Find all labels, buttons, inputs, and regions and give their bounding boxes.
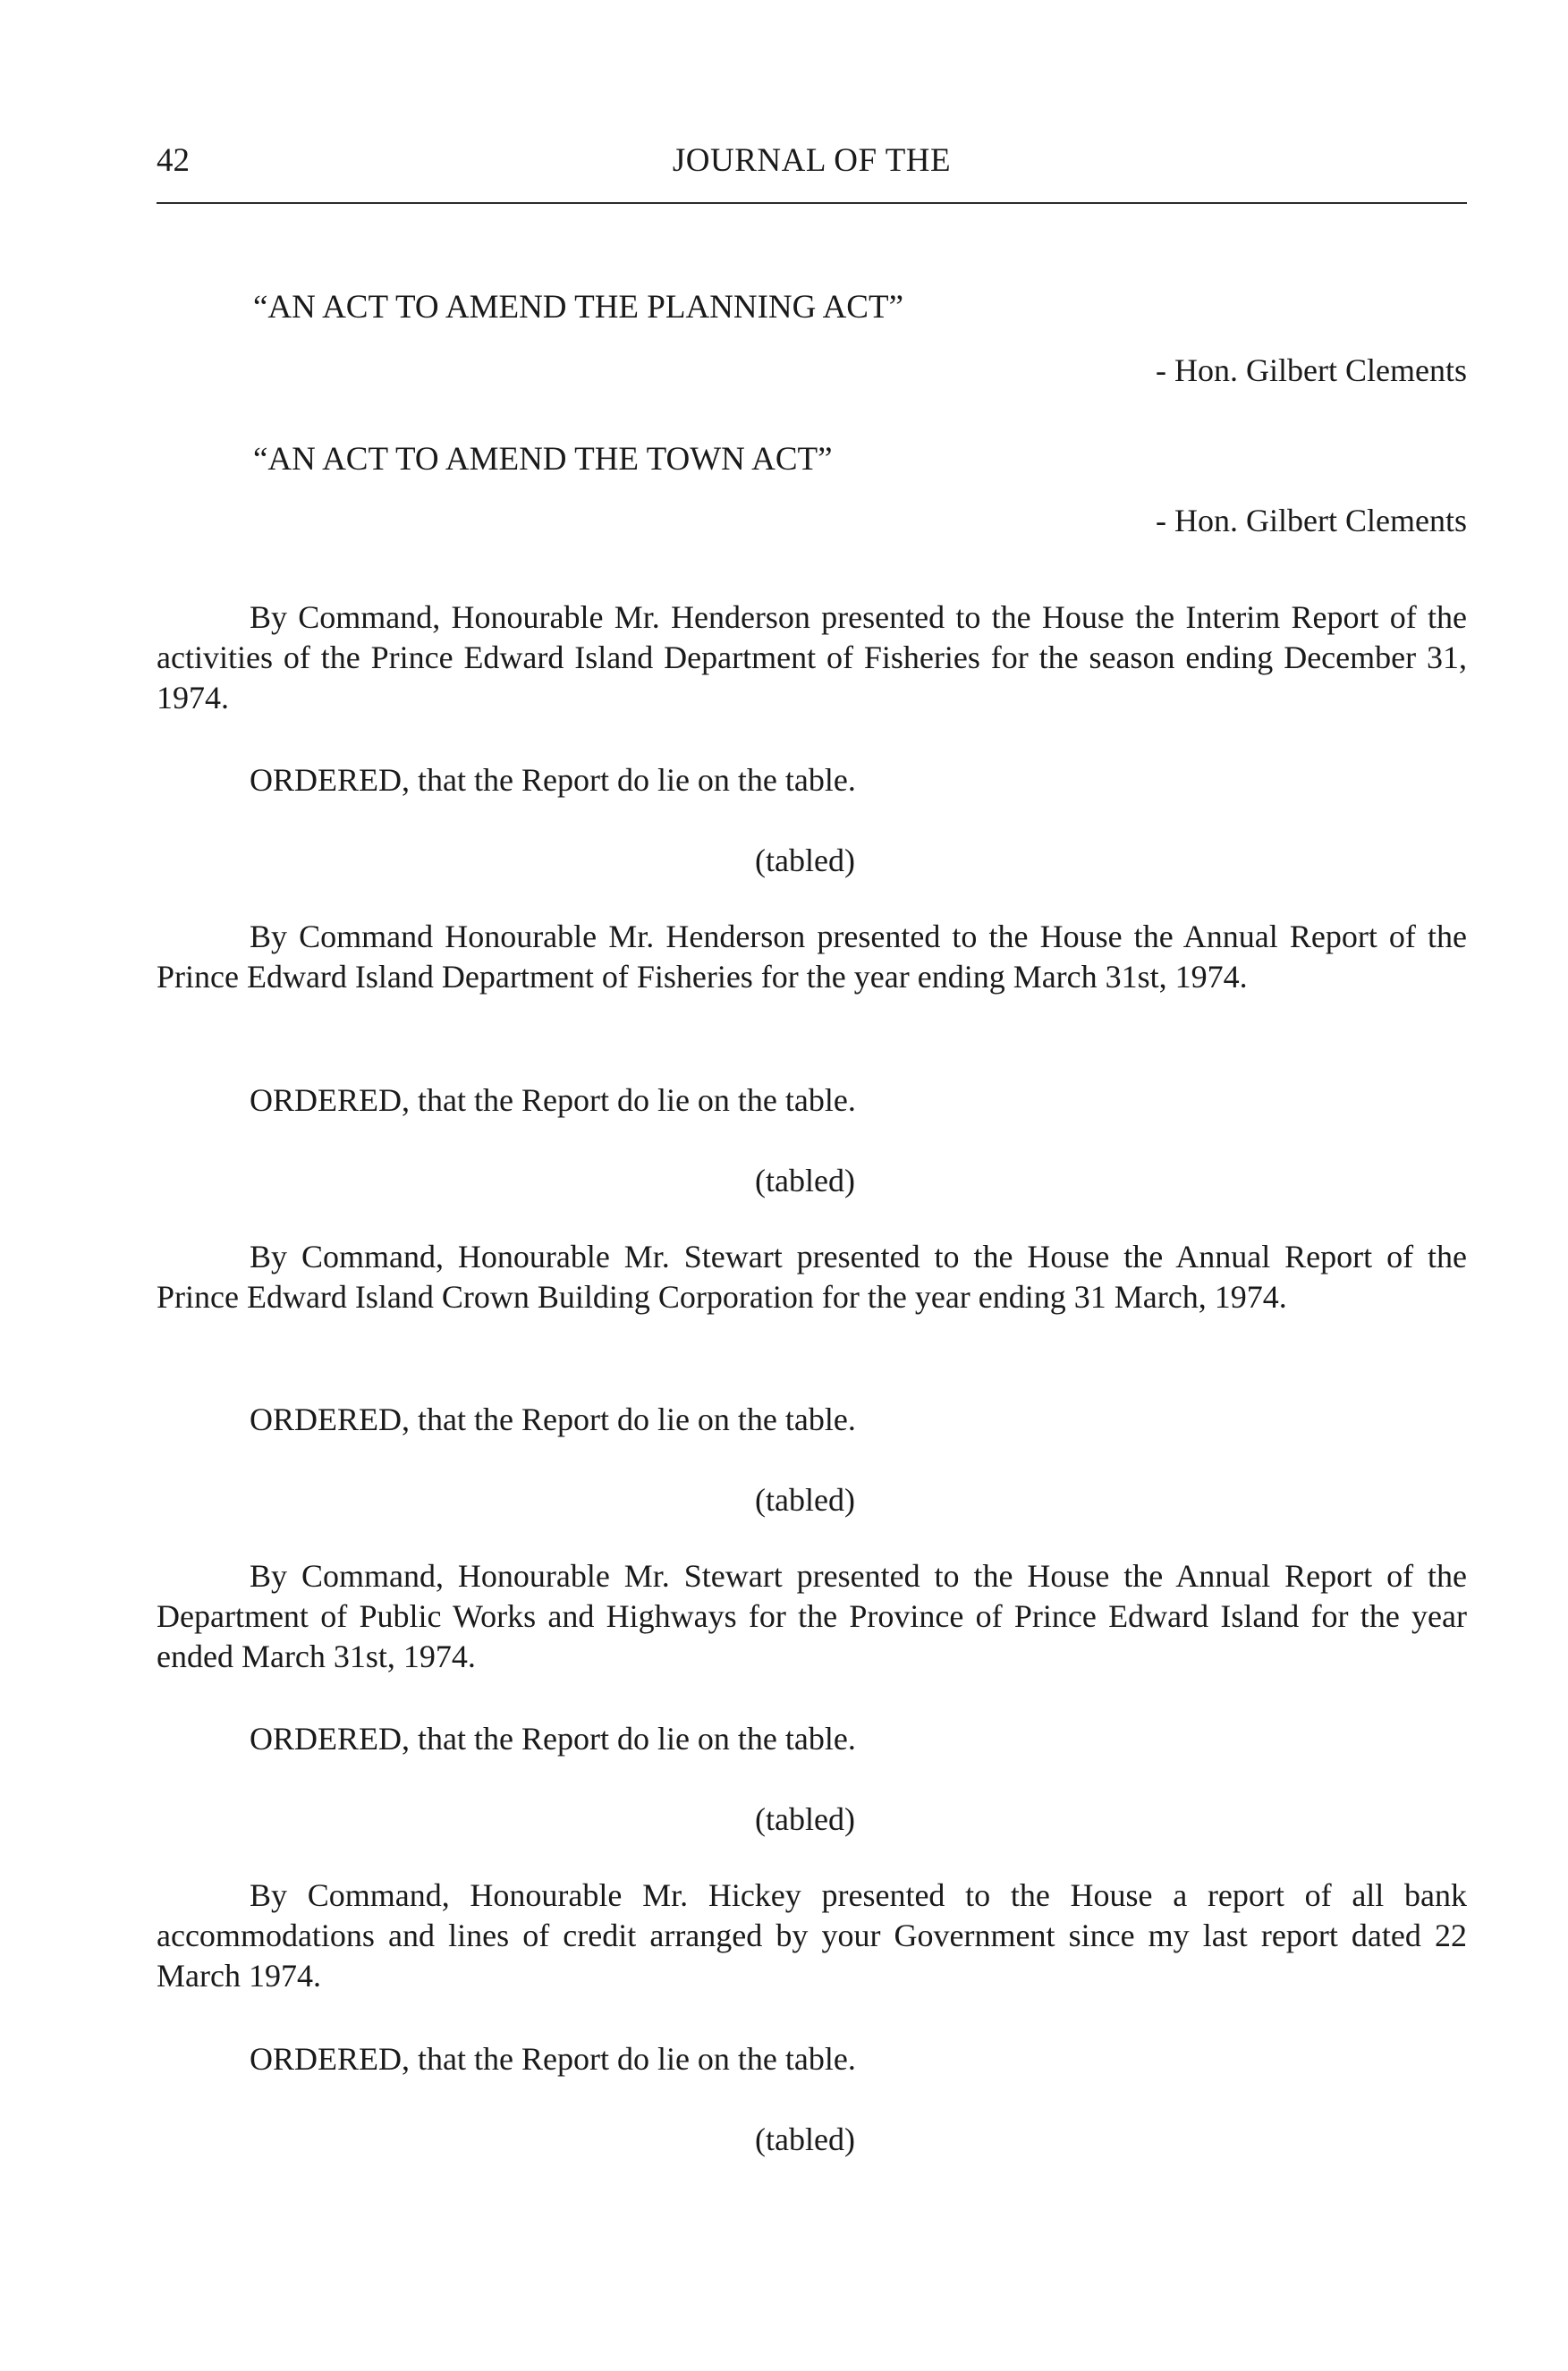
tabled-note: (tabled) — [755, 1801, 855, 1837]
act-sponsor: - Hon. Gilbert Clements — [1156, 503, 1467, 538]
ordered-line: ORDERED, that the Report do lie on the table. — [250, 1721, 856, 1757]
page-header — [157, 141, 1467, 186]
ordered-line: ORDERED, that the Report do lie on the table. — [250, 1082, 856, 1118]
tabled-note: (tabled) — [755, 1482, 855, 1518]
act-sponsor: - Hon. Gilbert Clements — [1156, 352, 1467, 388]
running-title: JOURNAL OF THE — [672, 142, 952, 179]
header-rule — [157, 202, 1467, 204]
tabled-note: (tabled) — [755, 2121, 855, 2157]
tabled-note: (tabled) — [755, 1163, 855, 1198]
entry-paragraph: By Command, Honourable Mr. Henderson presented to the House the Interim Report of the activities of the Prince Edward Island Department of Fisheries for the season ending December 31, 1974. — [157, 599, 1467, 716]
ordered-line: ORDERED, that the Report do lie on the table. — [250, 762, 856, 798]
entry-paragraph: By Command, Honourable Mr. Stewart presented to the House the Annual Report of the Prince Edward Island Crown Building Corporation for the year ending 31 March, 1974. — [157, 1239, 1467, 1315]
entry-paragraph: By Command, Honourable Mr. Hickey presented to the House a report of all bank accommodations and lines of credit arranged by your Government since my last report dated 22 March 1974. — [157, 1877, 1467, 1994]
page-number: 42 — [157, 142, 190, 179]
ordered-line: ORDERED, that the Report do lie on the table. — [250, 2041, 856, 2077]
entry-paragraph: By Command, Honourable Mr. Stewart presented to the House the Annual Report of the Department of Public Works and Highways for the Province of Prince Edward Island for the year ended March 31st, 1974. — [157, 1558, 1467, 1674]
entry-paragraph: By Command Honourable Mr. Henderson presented to the House the Annual Report of the Prince Edward Island Department of Fisheries for the year ending March 31st, 1974. — [157, 919, 1467, 995]
act-title: “AN ACT TO AMEND THE PLANNING ACT” — [253, 289, 903, 326]
ordered-line: ORDERED, that the Report do lie on the table. — [250, 1401, 856, 1437]
act-title: “AN ACT TO AMEND THE TOWN ACT” — [253, 441, 833, 478]
tabled-note: (tabled) — [755, 843, 855, 878]
